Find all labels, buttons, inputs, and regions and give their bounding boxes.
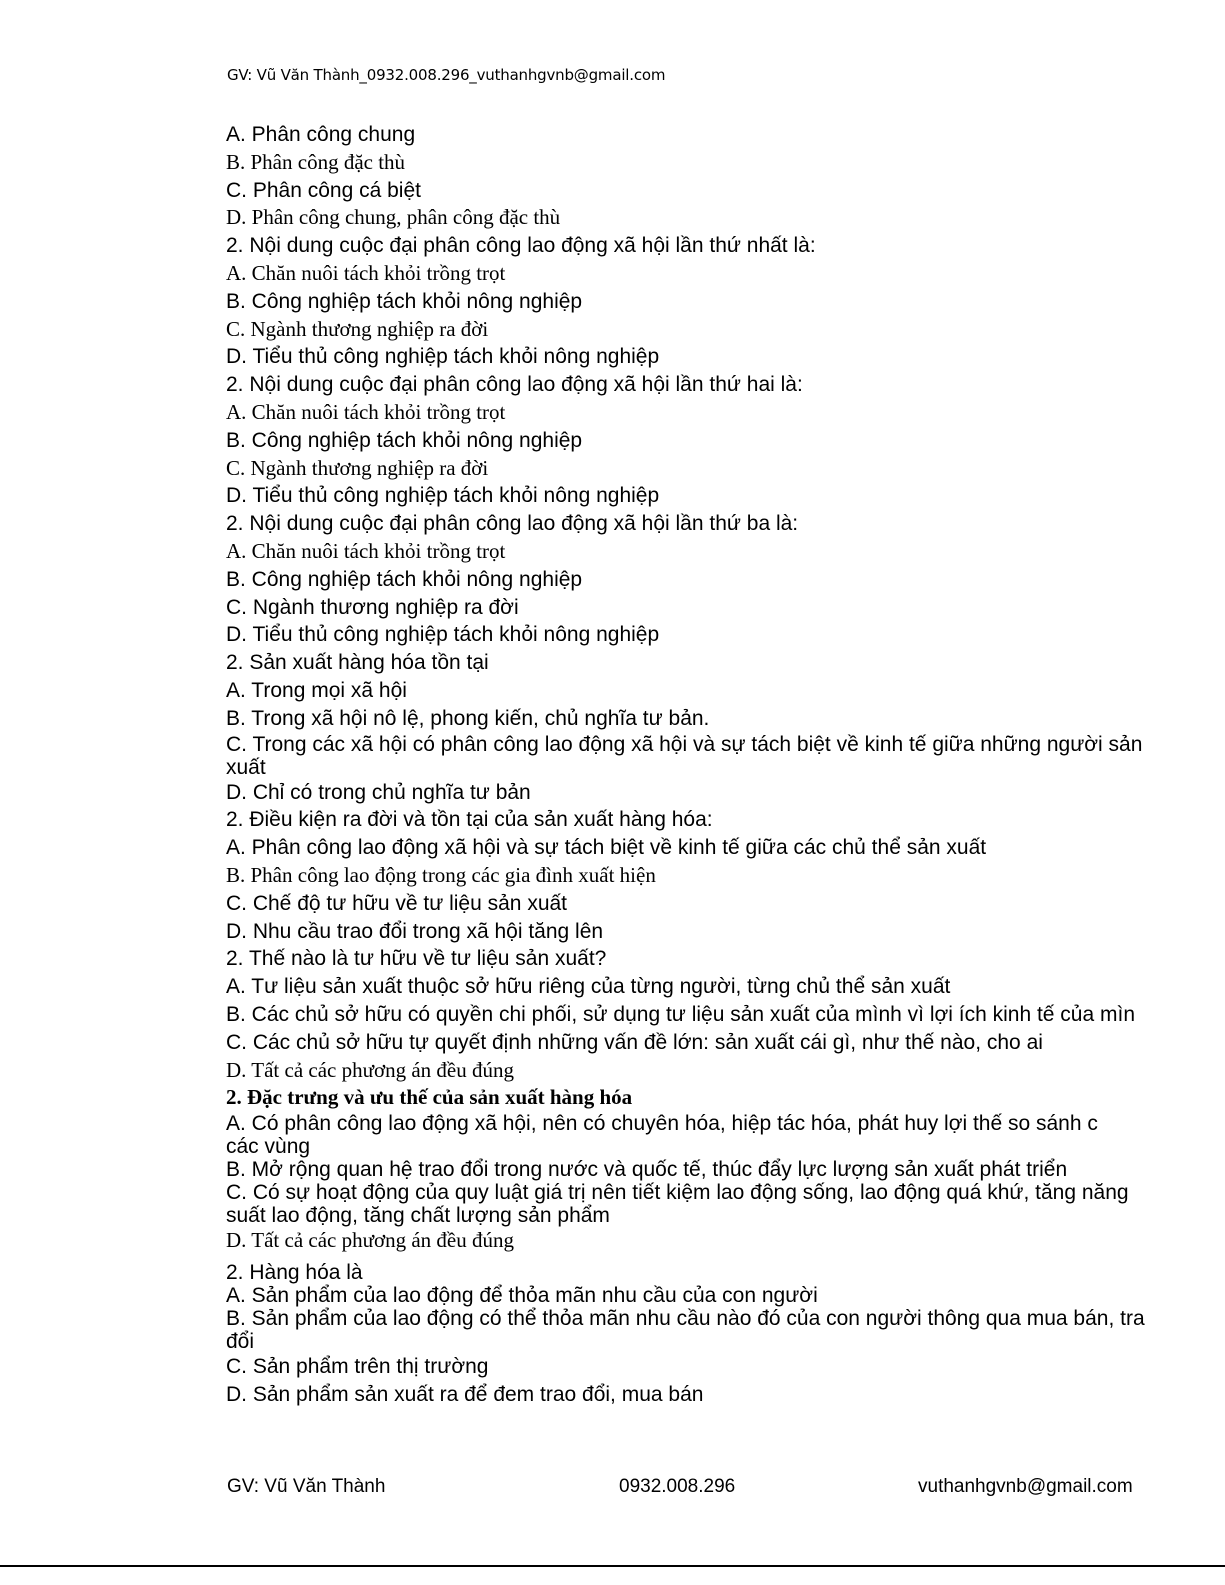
answer-line: B. Trong xã hội nô lệ, phong kiến, chủ nghĩa tư bản.: [226, 706, 710, 730]
answer-line: A. Trong mọi xã hội: [226, 678, 407, 702]
answer-line: C. Phân công cá biệt: [226, 178, 421, 202]
answer-line: D. Tiểu thủ công nghiệp tách khỏi nông nghiệp: [226, 484, 660, 508]
answer-line: đổi: [226, 1329, 255, 1353]
answer-line: B. Công nghiệp tách khỏi nông nghiệp: [226, 567, 583, 591]
answer-line: D. Sản phẩm sản xuất ra để đem trao đổi, mua bán: [226, 1382, 704, 1406]
answer-line: C. Ngành thương nghiệp ra đời: [226, 316, 489, 341]
answer-line: C. Ngành thương nghiệp ra đời: [226, 455, 489, 480]
question-line: 2. Nội dung cuộc đại phân công lao động xã hội lần thứ nhất là:: [226, 234, 816, 258]
answer-line: D. Chỉ có trong chủ nghĩa tư bản: [226, 780, 531, 804]
answer-line: B. Công nghiệp tách khỏi nông nghiệp: [226, 289, 583, 313]
answer-line: A. Có phân công lao động xã hội, nên có chuyên hóa, hiệp tác hóa, phát huy lợi thế so sánh c: [226, 1112, 1098, 1136]
answer-line: D. Tiểu thủ công nghiệp tách khỏi nông nghiệp: [226, 623, 660, 647]
question-line: 2. Điều kiện ra đời và tồn tại của sản xuất hàng hóa:: [226, 808, 713, 832]
bottom-divider: [0, 1565, 1225, 1567]
answer-line: A. Phân công chung: [226, 123, 416, 146]
answer-line: B. Công nghiệp tách khỏi nông nghiệp: [226, 428, 583, 452]
document-body: [226, 121, 1216, 1408]
answer-line: A. Tư liệu sản xuất thuộc sở hữu riêng của từng người, từng chủ thể sản xuất: [226, 975, 951, 999]
answer-line: D. Tất cả các phương án đều đúng: [226, 1228, 515, 1253]
answer-line: C. Có sự hoạt động của quy luật giá trị nên tiết kiệm lao động sống, lao động quá khứ, tăng năng: [226, 1181, 1129, 1205]
answer-line: B. Phân công lao động trong các gia đình xuất hiện: [226, 862, 656, 887]
answer-line: D. Phân công chung, phân công đặc thù: [226, 205, 561, 230]
answer-line: B. Sản phẩm của lao động có thể thỏa mãn nhu cầu nào đó của con người thông qua mua bán, tra: [226, 1306, 1145, 1330]
footer-phone: 0932.008.296: [619, 1476, 736, 1497]
question-line: 2. Đặc trưng và ưu thế của sản xuất hàng hóa: [226, 1085, 633, 1110]
question-line: 2. Thế nào là tư hữu về tư liệu sản xuất?: [226, 947, 607, 971]
question-line: 2. Nội dung cuộc đại phân công lao động xã hội lần thứ hai là:: [226, 373, 803, 397]
answer-line: A. Phân công lao động xã hội và sự tách biệt về kinh tế giữa các chủ thể sản xuất: [226, 836, 987, 860]
answer-line: D. Tất cả các phương án đều đúng: [226, 1057, 515, 1082]
answer-line: C. Sản phẩm trên thị trường: [226, 1354, 489, 1378]
page-footer: [0, 1476, 1225, 1500]
answer-line: xuất: [226, 755, 266, 779]
answer-line: C. Các chủ sở hữu tự quyết định những vấn đề lớn: sản xuất cái gì, như thế nào, cho ai: [226, 1030, 1043, 1054]
page-header: GV: Vũ Văn Thành_0932.008.296_vuthanhgvnb@gmail.com: [227, 66, 666, 84]
answer-line: A. Chăn nuôi tách khỏi trồng trọt: [226, 260, 506, 285]
answer-line: suất lao động, tăng chất lượng sản phẩm: [226, 1204, 610, 1228]
answer-line: B. Phân công đặc thù: [226, 149, 406, 174]
answer-line: B. Mở rộng quan hệ trao đổi trong nước và quốc tế, thúc đẩy lực lượng sản xuất phát triển: [226, 1158, 1068, 1182]
question-line: 2. Sản xuất hàng hóa tồn tại: [226, 651, 489, 675]
answer-line: D. Tiểu thủ công nghiệp tách khỏi nông nghiệp: [226, 345, 660, 369]
footer-email: vuthanhgvnb@gmail.com: [918, 1476, 1133, 1497]
question-line: 2. Nội dung cuộc đại phân công lao động xã hội lần thứ ba là:: [226, 512, 799, 536]
answer-line: C. Ngành thương nghiệp ra đời: [226, 595, 519, 619]
footer-teacher-name: GV: Vũ Văn Thành: [227, 1476, 386, 1497]
answer-line: C. Trong các xã hội có phân công lao động xã hội và sự tách biệt về kinh tế giữa những người sản: [226, 732, 1143, 756]
answer-line: các vùng: [226, 1135, 311, 1159]
answer-line: A. Chăn nuôi tách khỏi trồng trọt: [226, 538, 506, 563]
answer-line: D. Nhu cầu trao đổi trong xã hội tăng lên: [226, 919, 604, 943]
answer-line: C. Chế độ tư hữu về tư liệu sản xuất: [226, 891, 568, 915]
question-line: 2. Hàng hóa là: [226, 1260, 363, 1284]
answer-line: B. Các chủ sở hữu có quyền chi phối, sử dụng tư liệu sản xuất của mình vì lợi ích kinh tế của mìn: [226, 1002, 1136, 1026]
answer-line: A. Chăn nuôi tách khỏi trồng trọt: [226, 399, 506, 424]
answer-line: A. Sản phẩm của lao động để thỏa mãn nhu cầu của con người: [226, 1283, 818, 1307]
